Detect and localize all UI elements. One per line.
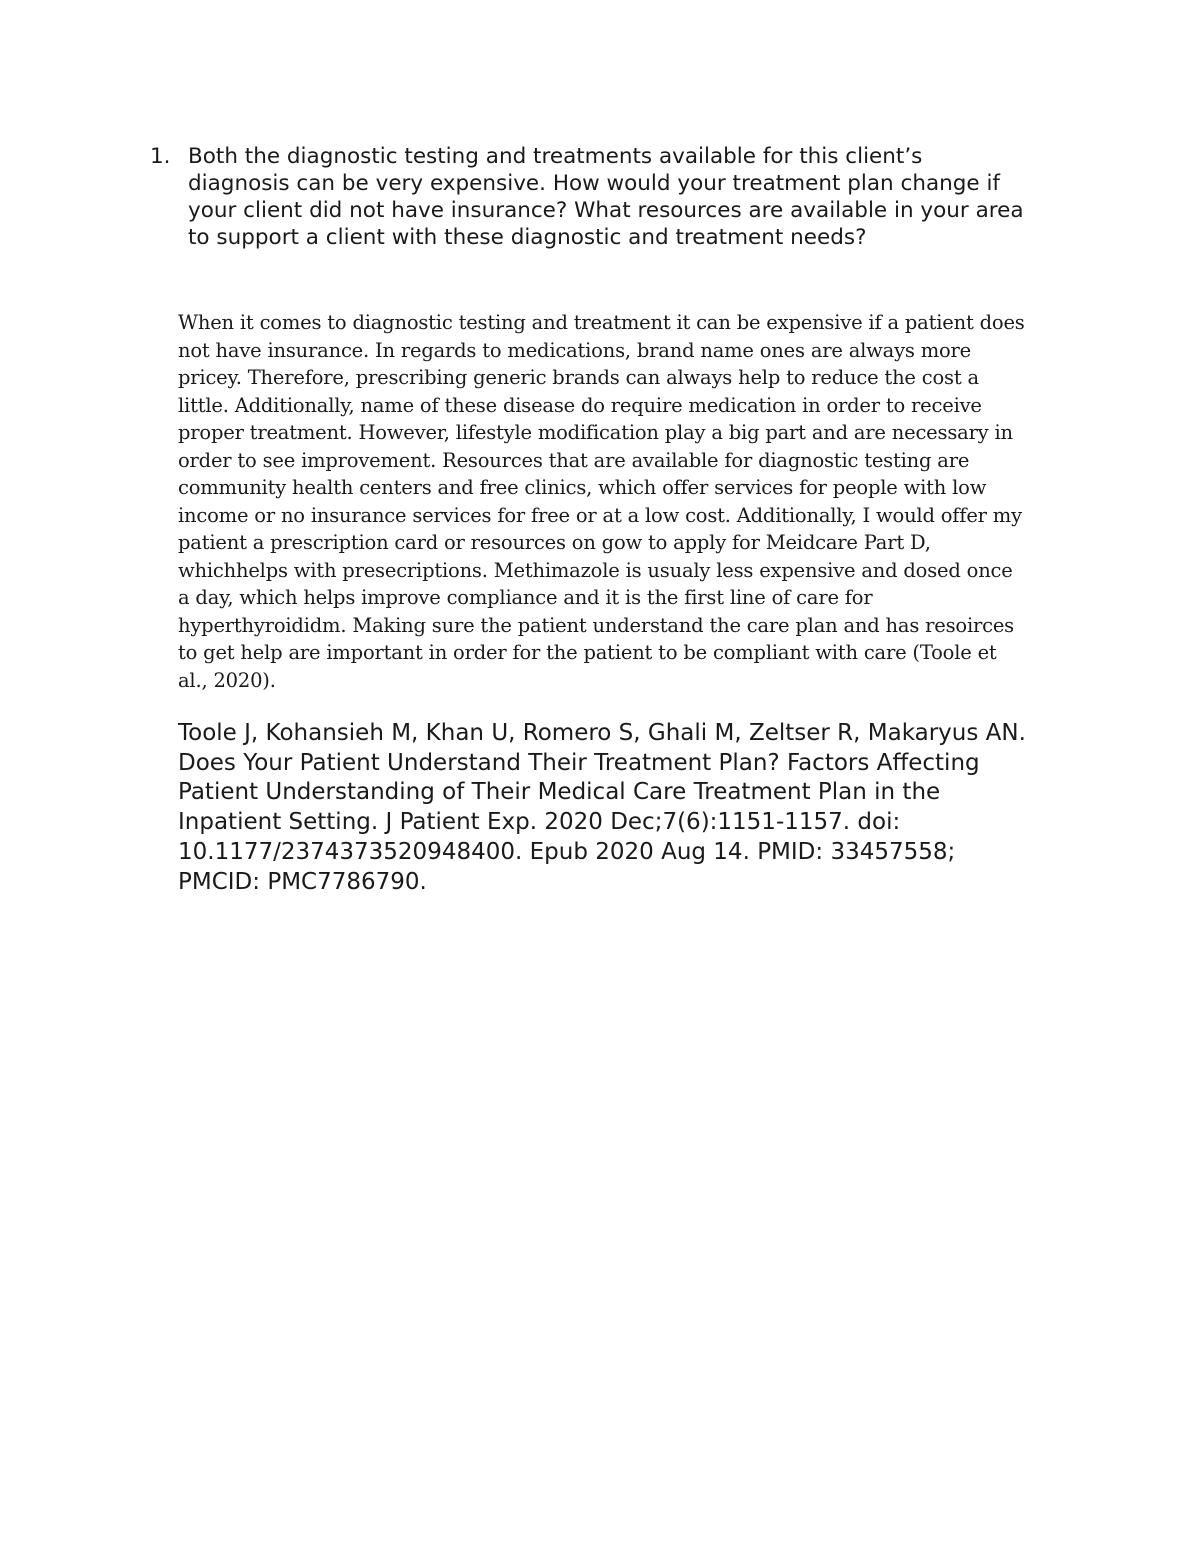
question-text: Both the diagnostic testing and treatments available for this client’s diagnosis can be very expensive. How would your treatment plan change if your client did not have insurance? What resources are available in your area to support a client with these diagnostic and treatment needs? xyxy=(188,144,1024,250)
reference-citation: Toole J, Kohansieh M, Khan U, Romero S, Ghali M, Zeltser R, Makaryus AN. Does Your Patient Understand Their Treatment Plan? Factors Affecting Patient Understanding of Their Medical Care Treatment Plan in the Inpatient Setting. J Patient Exp. 2020 Dec;7(6):1151-1157. doi: 10.1177/2374373520948400. Epub 2020 Aug 14. PMID: 33457558; PMCID: PMC7786790. xyxy=(178,720,1026,895)
question-item xyxy=(150,143,1030,251)
answer-paragraph: When it comes to diagnostic testing and treatment it can be expensive if a patient does not have insurance. In regards to medications, brand name ones are always more pricey. Therefore, prescribing generic brands can always help to reduce the cost a little. Additionally, name of these disease do require medication in order to receive proper treatment. However, lifestyle modification play a big part and are necessary in order to see improvement. Resources that are available for diagnostic testing are community health centers and free clinics, which offer services for people with low income or no insurance services for free or at a low cost. Additionally, I would offer my patient a prescription card or resources on gow to apply for Meidcare Part D, whichhelps with presecriptions. Methimazole is usualy less expensive and dosed once a day, which helps improve compliance and it is the first line of care for hyperthyroididm. Making sure the patient understand the care plan and has resoirces to get help are important in order for the patient to be compliant with care (Toole et al., 2020). xyxy=(178,311,1025,692)
question-number: 1. xyxy=(150,144,171,169)
